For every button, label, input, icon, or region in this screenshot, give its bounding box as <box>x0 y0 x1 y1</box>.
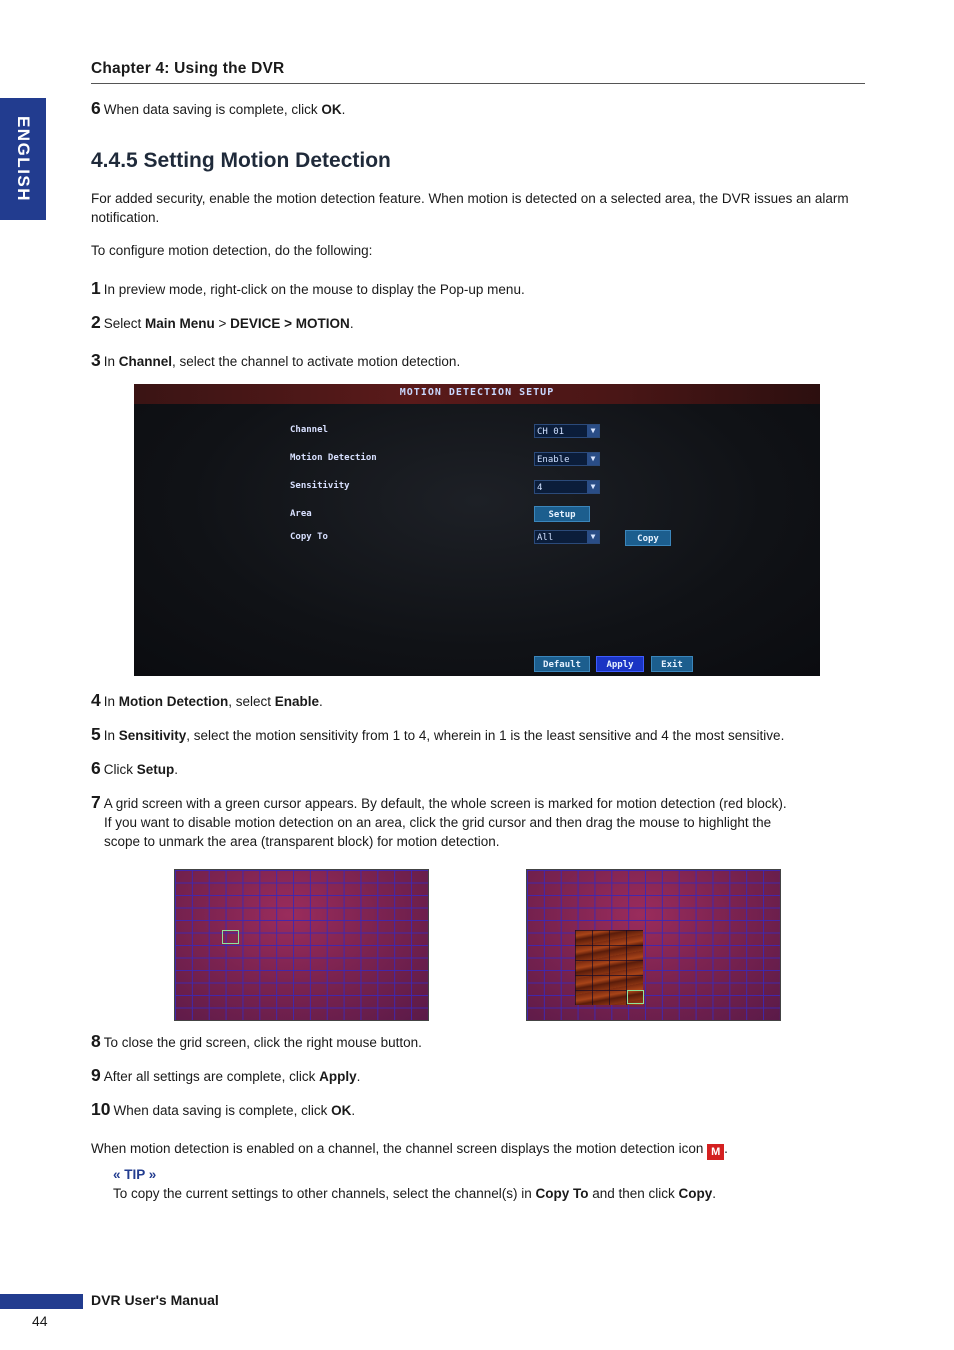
step-text: , select the motion sensitivity from 1 to 4, wherein in 1 is the least sensitive and 4 the most sensitive. <box>186 728 785 743</box>
tip-text-part: . <box>712 1186 717 1201</box>
section-heading: 4.4.5 Setting Motion Detection <box>91 149 391 172</box>
page-number: 44 <box>32 1313 48 1329</box>
chapter-divider <box>91 83 865 84</box>
step-number: 1 <box>91 278 101 298</box>
tip-bold: Copy To <box>535 1186 589 1201</box>
step-4 <box>91 691 861 711</box>
step-text: When data saving is complete, click <box>113 1103 332 1118</box>
step-text: . <box>349 316 354 331</box>
step-bold: Main Menu <box>145 316 215 331</box>
step-text: In <box>103 694 119 709</box>
step-10 <box>91 1100 861 1120</box>
note-text: . <box>724 1141 728 1156</box>
step-bold: Channel <box>118 354 173 369</box>
tip-bold: Copy <box>678 1186 713 1201</box>
chevron-down-icon: ▼ <box>587 531 599 543</box>
step-6-top <box>91 99 861 119</box>
language-side-tab <box>0 98 46 220</box>
motion-icon-note <box>91 1139 861 1160</box>
step-bold: OK <box>331 1103 352 1118</box>
step-2 <box>91 313 861 333</box>
grid-cursor <box>627 990 644 1004</box>
step-text: To close the grid screen, click the right mouse button. <box>103 1035 422 1050</box>
step-7 <box>91 793 861 851</box>
step-number: 6 <box>91 758 101 778</box>
chevron-down-icon: ▼ <box>587 453 599 465</box>
tip-text <box>113 1186 716 1201</box>
step-5 <box>91 725 861 745</box>
step-text: If you want to disable motion detection on an area, click the grid cursor and then drag the mouse to highlight the <box>104 815 772 830</box>
step-number: 9 <box>91 1065 101 1085</box>
step-text: . <box>341 102 346 117</box>
sensitivity-select[interactable] <box>534 480 600 494</box>
step-text: > <box>214 316 231 331</box>
dvr-menu-title: MOTION DETECTION SETUP <box>399 387 555 398</box>
motion-grid-default-image <box>174 869 429 1021</box>
channel-select[interactable] <box>534 424 600 438</box>
step-number: 7 <box>91 792 101 812</box>
step-text: . <box>356 1069 361 1084</box>
step-number: 2 <box>91 312 101 332</box>
default-button[interactable]: Default <box>534 656 590 672</box>
step-bold: Sensitivity <box>118 728 187 743</box>
chevron-down-icon: ▼ <box>587 425 599 437</box>
step-bold: OK <box>321 102 342 117</box>
step-text: Select <box>103 316 146 331</box>
step-number: 4 <box>91 690 101 710</box>
motion-detection-icon: M <box>707 1144 724 1160</box>
step-number: 10 <box>91 1099 111 1119</box>
step-text: . <box>351 1103 356 1118</box>
setup-button[interactable]: Setup <box>534 506 590 522</box>
step-number: 8 <box>91 1031 101 1051</box>
step-text: A grid screen with a green cursor appears. By default, the whole screen is marked for motion detection (red block). <box>103 796 787 811</box>
step-text: scope to unmark the area (transparent block) for motion detection. <box>104 834 500 849</box>
area-label: Area <box>290 509 312 519</box>
step-9 <box>91 1066 861 1086</box>
motion-setup-screenshot <box>134 384 820 676</box>
step-bold: Apply <box>319 1069 357 1084</box>
step-text: In <box>103 354 119 369</box>
step-number: 3 <box>91 350 101 370</box>
chevron-down-icon: ▼ <box>587 481 599 493</box>
footer-bar <box>0 1294 83 1309</box>
copy-to-value: All <box>537 533 554 543</box>
note-text: When motion detection is enabled on a channel, the channel screen displays the motion detection icon <box>91 1141 708 1156</box>
tip-text-part: To copy the current settings to other channels, select the channel(s) in <box>113 1186 536 1201</box>
step-text: When data saving is complete, click <box>103 102 322 117</box>
configure-paragraph: To configure motion detection, do the following: <box>91 243 373 258</box>
copy-to-select[interactable] <box>534 530 600 544</box>
step-8 <box>91 1032 861 1052</box>
step-number: 6 <box>91 98 101 118</box>
step-bold: Setup <box>136 762 175 777</box>
grid-cursor <box>222 930 239 944</box>
step-1 <box>91 279 861 299</box>
apply-button[interactable]: Apply <box>596 656 644 672</box>
step-number: 5 <box>91 724 101 744</box>
channel-value: CH 01 <box>537 427 565 437</box>
footer-title: DVR User's Manual <box>91 1292 219 1308</box>
step-3 <box>91 351 861 371</box>
step-text: . <box>174 762 179 777</box>
tip-label: « TIP » <box>113 1167 157 1182</box>
sensitivity-value: 4 <box>537 483 543 493</box>
step-text: In preview mode, right-click on the mouse to display the Pop-up menu. <box>103 282 525 297</box>
motion-detection-select[interactable] <box>534 452 600 466</box>
step-bold: Enable <box>274 694 320 709</box>
copy-button[interactable]: Copy <box>625 530 671 546</box>
step-bold: DEVICE > MOTION <box>230 316 350 331</box>
motion-grid-unmarked-image <box>526 869 781 1021</box>
sensitivity-label: Sensitivity <box>290 481 350 491</box>
tip-text-part: and then click <box>588 1186 679 1201</box>
step-text: , select the channel to activate motion detection. <box>172 354 461 369</box>
intro-paragraph: For added security, enable the motion detection feature. When motion is detected on a selected area, the DVR issues an alarm notification. <box>91 191 849 225</box>
step-text: Click <box>103 762 137 777</box>
step-text: , select <box>228 694 275 709</box>
step-text: In <box>103 728 119 743</box>
exit-button[interactable]: Exit <box>651 656 693 672</box>
step-6 <box>91 759 861 779</box>
copy-to-label: Copy To <box>290 532 328 542</box>
step-text: . <box>319 694 323 709</box>
step-bold: Motion Detection <box>118 694 229 709</box>
channel-label: Channel <box>290 425 328 435</box>
language-label: ENGLISH <box>14 115 33 203</box>
motion-detection-value: Enable <box>537 455 570 465</box>
motion-detection-label: Motion Detection <box>290 453 377 463</box>
chapter-title: Chapter 4: Using the DVR <box>91 60 285 77</box>
step-text: After all settings are complete, click <box>103 1069 320 1084</box>
